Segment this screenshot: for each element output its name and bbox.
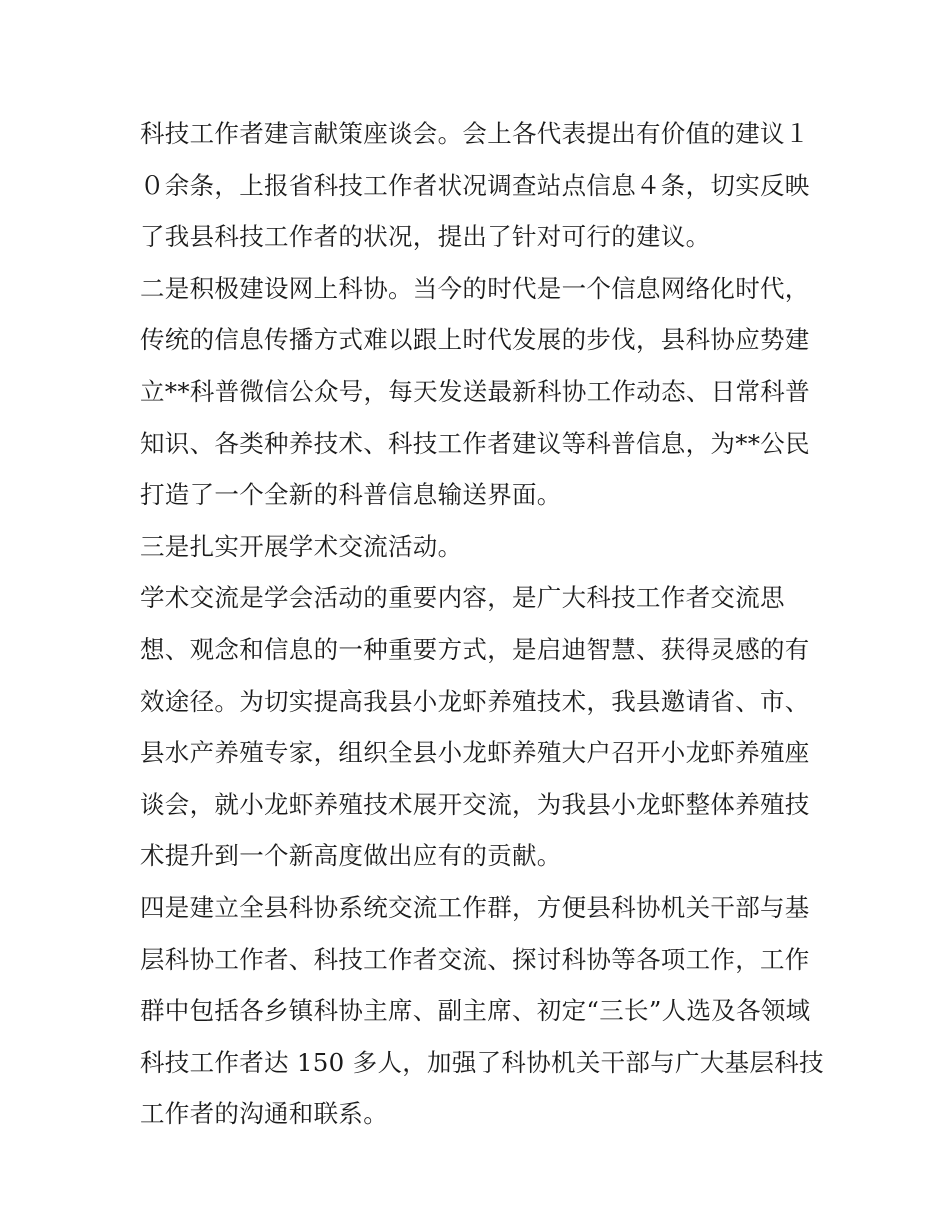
text-line: 群中包括各乡镇科协主席、副主席、初定“三长”人选及各领域 (140, 996, 811, 1026)
text-line: ０余条，上报省科技工作者状况调查站点信息４条，切实反映 (140, 170, 810, 200)
text-line: 学术交流是学会活动的重要内容，是广大科技工作者交流思 (140, 583, 785, 613)
text-line: 知识、各类种养技术、科技工作者建议等科普信息，为**公民 (140, 428, 810, 458)
text-line: 层科协工作者、科技工作者交流、探讨科协等各项工作，工作 (140, 944, 810, 974)
text-line: 二是积极建设网上科协。当今的时代是一个信息网络化时代， (140, 273, 810, 303)
text-line: 工作者的沟通和联系。 (140, 1099, 388, 1129)
text-line: 科技工作者建言献策座谈会。会上各代表提出有价值的建议１ (140, 119, 810, 148)
text-line: 打造了一个全新的科普信息输送界面。 (140, 480, 562, 510)
body-text (140, 108, 824, 1140)
text-line: 了我县科技工作者的状况，提出了针对可行的建议。 (140, 222, 711, 252)
text-line: 谈会，就小龙虾养殖技术展开交流，为我县小龙虾整体养殖技 (140, 789, 810, 819)
text-line: 科技工作者达 150 多人，加强了科协机关干部与广大基层科技 (140, 1047, 824, 1077)
text-line: 想、观念和信息的一种重要方式，是启迪智慧、获得灵感的有 (140, 634, 810, 664)
text-line: 县水产养殖专家，组织全县小龙虾养殖大户召开小龙虾养殖座 (140, 738, 810, 768)
text-line: 四是建立全县科协系统交流工作群，方便县科协机关干部与基 (140, 892, 810, 922)
text-line: 三是扎实开展学术交流活动。 (140, 531, 463, 561)
text-line: 立**科普微信公众号，每天发送最新科协工作动态、日常科普 (140, 376, 810, 406)
text-line: 效途径。为切实提高我县小龙虾养殖技术，我县邀请省、市、 (140, 686, 810, 716)
text-line: 传统的信息传播方式难以跟上时代发展的步伐，县科协应势建 (140, 325, 810, 355)
text-line: 术提升到一个新高度做出应有的贡献。 (140, 841, 562, 871)
